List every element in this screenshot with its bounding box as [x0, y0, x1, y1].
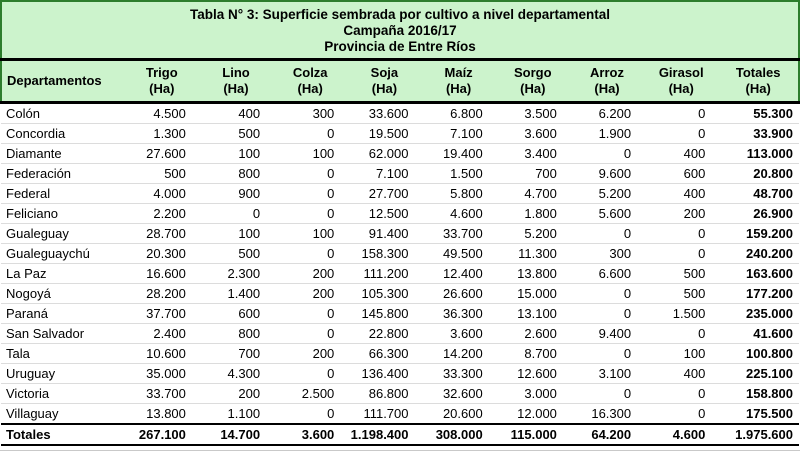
value-cell-lino: 1.100	[199, 404, 273, 425]
table-row-tala	[1, 344, 799, 364]
value-cell-mai-z: 33.700	[422, 224, 496, 244]
table-title-block	[1, 1, 799, 60]
value-cell-sorgo: 11.300	[496, 244, 570, 264]
column-header-unit: (Ha)	[297, 81, 323, 96]
dept-cell: Federal	[1, 184, 125, 204]
value-cell-colza: 300	[273, 103, 347, 124]
value-cell-soja: 105.300	[347, 284, 421, 304]
value-cell-girasol: 1.500	[644, 304, 718, 324]
table-subtitle-campaign: Campaña 2016/17	[343, 23, 457, 38]
value-cell-mai-z: 33.300	[422, 364, 496, 384]
value-cell-colza: 200	[273, 264, 347, 284]
value-cell-totales: 158.800	[718, 384, 799, 404]
value-cell-mai-z: 6.800	[422, 103, 496, 124]
value-cell-mai-z: 14.200	[422, 344, 496, 364]
value-cell-sorgo: 13.100	[496, 304, 570, 324]
column-header-unit: (Ha)	[745, 81, 771, 96]
value-cell-sorgo: 5.200	[496, 224, 570, 244]
table-row-villaguay	[1, 404, 799, 425]
value-cell-trigo: 2.200	[125, 204, 199, 224]
value-cell-colza: 0	[273, 184, 347, 204]
column-header-girasol	[644, 60, 718, 103]
value-cell-mai-z: 19.400	[422, 144, 496, 164]
value-cell-sorgo: 15.000	[496, 284, 570, 304]
column-header-label: Trigo	[145, 65, 178, 80]
totals-value-trigo: 267.100	[125, 424, 199, 445]
column-header-soja	[347, 60, 421, 103]
value-cell-lino: 500	[199, 244, 273, 264]
value-cell-lino: 4.300	[199, 364, 273, 384]
value-cell-lino: 800	[199, 164, 273, 184]
value-cell-trigo: 35.000	[125, 364, 199, 384]
value-cell-soja: 86.800	[347, 384, 421, 404]
value-cell-girasol: 600	[644, 164, 718, 184]
dept-cell: Gualeguay	[1, 224, 125, 244]
column-header-mai-z	[422, 60, 496, 103]
value-cell-trigo: 10.600	[125, 344, 199, 364]
column-header-departamentos: Departamentos	[1, 60, 125, 103]
value-cell-lino: 800	[199, 324, 273, 344]
value-cell-girasol: 400	[644, 364, 718, 384]
value-cell-sorgo: 12.600	[496, 364, 570, 384]
column-header-sorgo	[496, 60, 570, 103]
value-cell-soja: 111.200	[347, 264, 421, 284]
totals-value-arroz: 64.200	[570, 424, 644, 445]
dept-cell: Feliciano	[1, 204, 125, 224]
value-cell-mai-z: 49.500	[422, 244, 496, 264]
column-header-label: Arroz	[590, 65, 624, 80]
value-cell-mai-z: 36.300	[422, 304, 496, 324]
value-cell-sorgo: 3.000	[496, 384, 570, 404]
value-cell-mai-z: 7.100	[422, 124, 496, 144]
value-cell-trigo: 1.300	[125, 124, 199, 144]
value-cell-girasol: 0	[644, 384, 718, 404]
value-cell-soja: 33.600	[347, 103, 421, 124]
value-cell-arroz: 3.100	[570, 364, 644, 384]
value-cell-girasol: 400	[644, 144, 718, 164]
value-cell-sorgo: 3.400	[496, 144, 570, 164]
value-cell-soja: 145.800	[347, 304, 421, 324]
value-cell-trigo: 4.500	[125, 103, 199, 124]
value-cell-arroz: 0	[570, 144, 644, 164]
value-cell-arroz: 0	[570, 284, 644, 304]
value-cell-trigo: 28.200	[125, 284, 199, 304]
value-cell-girasol: 0	[644, 404, 718, 425]
dept-cell: Concordia	[1, 124, 125, 144]
value-cell-girasol: 0	[644, 124, 718, 144]
value-cell-arroz: 300	[570, 244, 644, 264]
value-cell-colza: 100	[273, 144, 347, 164]
column-header-trigo	[125, 60, 199, 103]
table-row-parana	[1, 304, 799, 324]
value-cell-trigo: 13.800	[125, 404, 199, 425]
column-header-label: Soja	[370, 65, 399, 80]
table-row-gualeguay	[1, 224, 799, 244]
page-bottom-edge	[0, 450, 800, 451]
value-cell-arroz: 6.600	[570, 264, 644, 284]
table-row-gualeguaychu	[1, 244, 799, 264]
value-cell-totales: 100.800	[718, 344, 799, 364]
column-header-label: Sorgo	[514, 65, 552, 80]
value-cell-girasol: 500	[644, 284, 718, 304]
value-cell-soja: 19.500	[347, 124, 421, 144]
value-cell-girasol: 100	[644, 344, 718, 364]
column-header-label: Totales	[735, 65, 781, 80]
value-cell-lino: 0	[199, 204, 273, 224]
column-header-unit: (Ha)	[223, 81, 249, 96]
value-cell-mai-z: 5.800	[422, 184, 496, 204]
value-cell-lino: 100	[199, 224, 273, 244]
value-cell-arroz: 16.300	[570, 404, 644, 425]
value-cell-girasol: 0	[644, 103, 718, 124]
table-row-colo-n	[1, 103, 799, 124]
column-header-label: Colza	[292, 65, 328, 80]
value-cell-colza: 0	[273, 244, 347, 264]
value-cell-sorgo: 2.600	[496, 324, 570, 344]
value-cell-soja: 111.700	[347, 404, 421, 425]
value-cell-soja: 158.300	[347, 244, 421, 264]
value-cell-trigo: 2.400	[125, 324, 199, 344]
value-cell-trigo: 37.700	[125, 304, 199, 324]
value-cell-lino: 2.300	[199, 264, 273, 284]
value-cell-sorgo: 1.800	[496, 204, 570, 224]
value-cell-colza: 0	[273, 124, 347, 144]
value-cell-totales: 225.100	[718, 364, 799, 384]
value-cell-sorgo: 700	[496, 164, 570, 184]
value-cell-arroz: 5.600	[570, 204, 644, 224]
dept-cell: Victoria	[1, 384, 125, 404]
table-subtitle-province: Provincia de Entre Ríos	[324, 39, 476, 54]
value-cell-arroz: 0	[570, 384, 644, 404]
value-cell-arroz: 0	[570, 224, 644, 244]
value-cell-colza: 0	[273, 204, 347, 224]
value-cell-mai-z: 12.400	[422, 264, 496, 284]
table-body	[1, 103, 799, 425]
value-cell-colza: 200	[273, 344, 347, 364]
value-cell-lino: 200	[199, 384, 273, 404]
table-row-uruguay	[1, 364, 799, 384]
value-cell-sorgo: 3.500	[496, 103, 570, 124]
table-row-la-paz	[1, 264, 799, 284]
dept-cell: La Paz	[1, 264, 125, 284]
value-cell-colza: 0	[273, 404, 347, 425]
value-cell-girasol: 0	[644, 224, 718, 244]
column-header-label: Girasol	[658, 65, 704, 80]
column-header-unit: (Ha)	[520, 81, 546, 96]
value-cell-arroz: 9.400	[570, 324, 644, 344]
table-row-san-salvador	[1, 324, 799, 344]
totals-value-sorgo: 115.000	[496, 424, 570, 445]
totals-value-lino: 14.700	[199, 424, 273, 445]
value-cell-totales: 240.200	[718, 244, 799, 264]
value-cell-soja: 91.400	[347, 224, 421, 244]
totals-value-soja: 1.198.400	[347, 424, 421, 445]
dept-cell: Paraná	[1, 304, 125, 324]
value-cell-totales: 20.800	[718, 164, 799, 184]
column-header-colza	[273, 60, 347, 103]
value-cell-lino: 100	[199, 144, 273, 164]
value-cell-girasol: 500	[644, 264, 718, 284]
value-cell-totales: 235.000	[718, 304, 799, 324]
dept-cell: Villaguay	[1, 404, 125, 425]
dept-cell: Gualeguaychú	[1, 244, 125, 264]
value-cell-girasol: 0	[644, 324, 718, 344]
value-cell-trigo: 20.300	[125, 244, 199, 264]
value-cell-girasol: 200	[644, 204, 718, 224]
column-header-totales	[718, 60, 799, 103]
dept-cell: Colón	[1, 103, 125, 124]
column-header-arroz	[570, 60, 644, 103]
column-header-unit: (Ha)	[371, 81, 398, 96]
table-title: Tabla N° 3: Superficie sembrada por cultivo a nivel departamental	[189, 7, 611, 22]
value-cell-mai-z: 26.600	[422, 284, 496, 304]
value-cell-totales: 113.000	[718, 144, 799, 164]
value-cell-trigo: 500	[125, 164, 199, 184]
value-cell-soja: 12.500	[347, 204, 421, 224]
table-row-diamante	[1, 144, 799, 164]
dept-cell: Federación	[1, 164, 125, 184]
value-cell-arroz: 0	[570, 304, 644, 324]
value-cell-arroz: 1.900	[570, 124, 644, 144]
value-cell-trigo: 27.600	[125, 144, 199, 164]
value-cell-lino: 600	[199, 304, 273, 324]
totals-value-girasol: 4.600	[644, 424, 718, 445]
totals-row	[1, 424, 799, 445]
value-cell-colza: 0	[273, 164, 347, 184]
value-cell-girasol: 0	[644, 244, 718, 264]
value-cell-colza: 0	[273, 304, 347, 324]
value-cell-totales: 33.900	[718, 124, 799, 144]
value-cell-lino: 500	[199, 124, 273, 144]
value-cell-colza: 200	[273, 284, 347, 304]
value-cell-sorgo: 8.700	[496, 344, 570, 364]
table-row-concordia	[1, 124, 799, 144]
value-cell-arroz: 5.200	[570, 184, 644, 204]
value-cell-soja: 22.800	[347, 324, 421, 344]
value-cell-girasol: 400	[644, 184, 718, 204]
value-cell-arroz: 9.600	[570, 164, 644, 184]
totals-value-colza: 3.600	[273, 424, 347, 445]
dept-cell: Diamante	[1, 144, 125, 164]
value-cell-totales: 41.600	[718, 324, 799, 344]
value-cell-totales: 163.600	[718, 264, 799, 284]
value-cell-totales: 177.200	[718, 284, 799, 304]
dept-cell: Tala	[1, 344, 125, 364]
value-cell-soja: 27.700	[347, 184, 421, 204]
column-header-lino	[199, 60, 273, 103]
dept-cell: San Salvador	[1, 324, 125, 344]
value-cell-lino: 900	[199, 184, 273, 204]
column-header-row	[1, 60, 799, 103]
column-header-label: Maíz	[444, 65, 473, 80]
value-cell-lino: 1.400	[199, 284, 273, 304]
value-cell-lino: 400	[199, 103, 273, 124]
totals-value-mai-z: 308.000	[422, 424, 496, 445]
value-cell-soja: 66.300	[347, 344, 421, 364]
value-cell-colza: 0	[273, 324, 347, 344]
value-cell-arroz: 0	[570, 344, 644, 364]
value-cell-soja: 62.000	[347, 144, 421, 164]
totals-value-totales: 1.975.600	[718, 424, 799, 445]
table-row-nogoya	[1, 284, 799, 304]
value-cell-trigo: 28.700	[125, 224, 199, 244]
dept-cell: Uruguay	[1, 364, 125, 384]
column-header-label: Lino	[222, 65, 250, 80]
value-cell-totales: 55.300	[718, 103, 799, 124]
totals-label: Totales	[1, 424, 125, 445]
column-header-unit: (Ha)	[445, 81, 472, 96]
table-row-feliciano	[1, 204, 799, 224]
value-cell-sorgo: 13.800	[496, 264, 570, 284]
value-cell-mai-z: 4.600	[422, 204, 496, 224]
value-cell-sorgo: 4.700	[496, 184, 570, 204]
value-cell-trigo: 4.000	[125, 184, 199, 204]
value-cell-colza: 100	[273, 224, 347, 244]
table-row-federacio-n	[1, 164, 799, 184]
value-cell-totales: 175.500	[718, 404, 799, 425]
table-row-federal	[1, 184, 799, 204]
dept-cell: Nogoyá	[1, 284, 125, 304]
value-cell-lino: 700	[199, 344, 273, 364]
column-header-unit: (Ha)	[149, 81, 175, 96]
value-cell-mai-z: 1.500	[422, 164, 496, 184]
value-cell-totales: 159.200	[718, 224, 799, 244]
value-cell-totales: 26.900	[718, 204, 799, 224]
value-cell-arroz: 6.200	[570, 103, 644, 124]
value-cell-mai-z: 20.600	[422, 404, 496, 425]
column-header-unit: (Ha)	[594, 81, 620, 96]
value-cell-colza: 0	[273, 364, 347, 384]
value-cell-trigo: 16.600	[125, 264, 199, 284]
value-cell-sorgo: 3.600	[496, 124, 570, 144]
value-cell-sorgo: 12.000	[496, 404, 570, 425]
value-cell-mai-z: 3.600	[422, 324, 496, 344]
value-cell-totales: 48.700	[718, 184, 799, 204]
column-header-unit: (Ha)	[668, 81, 694, 96]
value-cell-soja: 136.400	[347, 364, 421, 384]
table-row-victoria	[1, 384, 799, 404]
value-cell-trigo: 33.700	[125, 384, 199, 404]
value-cell-colza: 2.500	[273, 384, 347, 404]
value-cell-soja: 7.100	[347, 164, 421, 184]
value-cell-mai-z: 32.600	[422, 384, 496, 404]
